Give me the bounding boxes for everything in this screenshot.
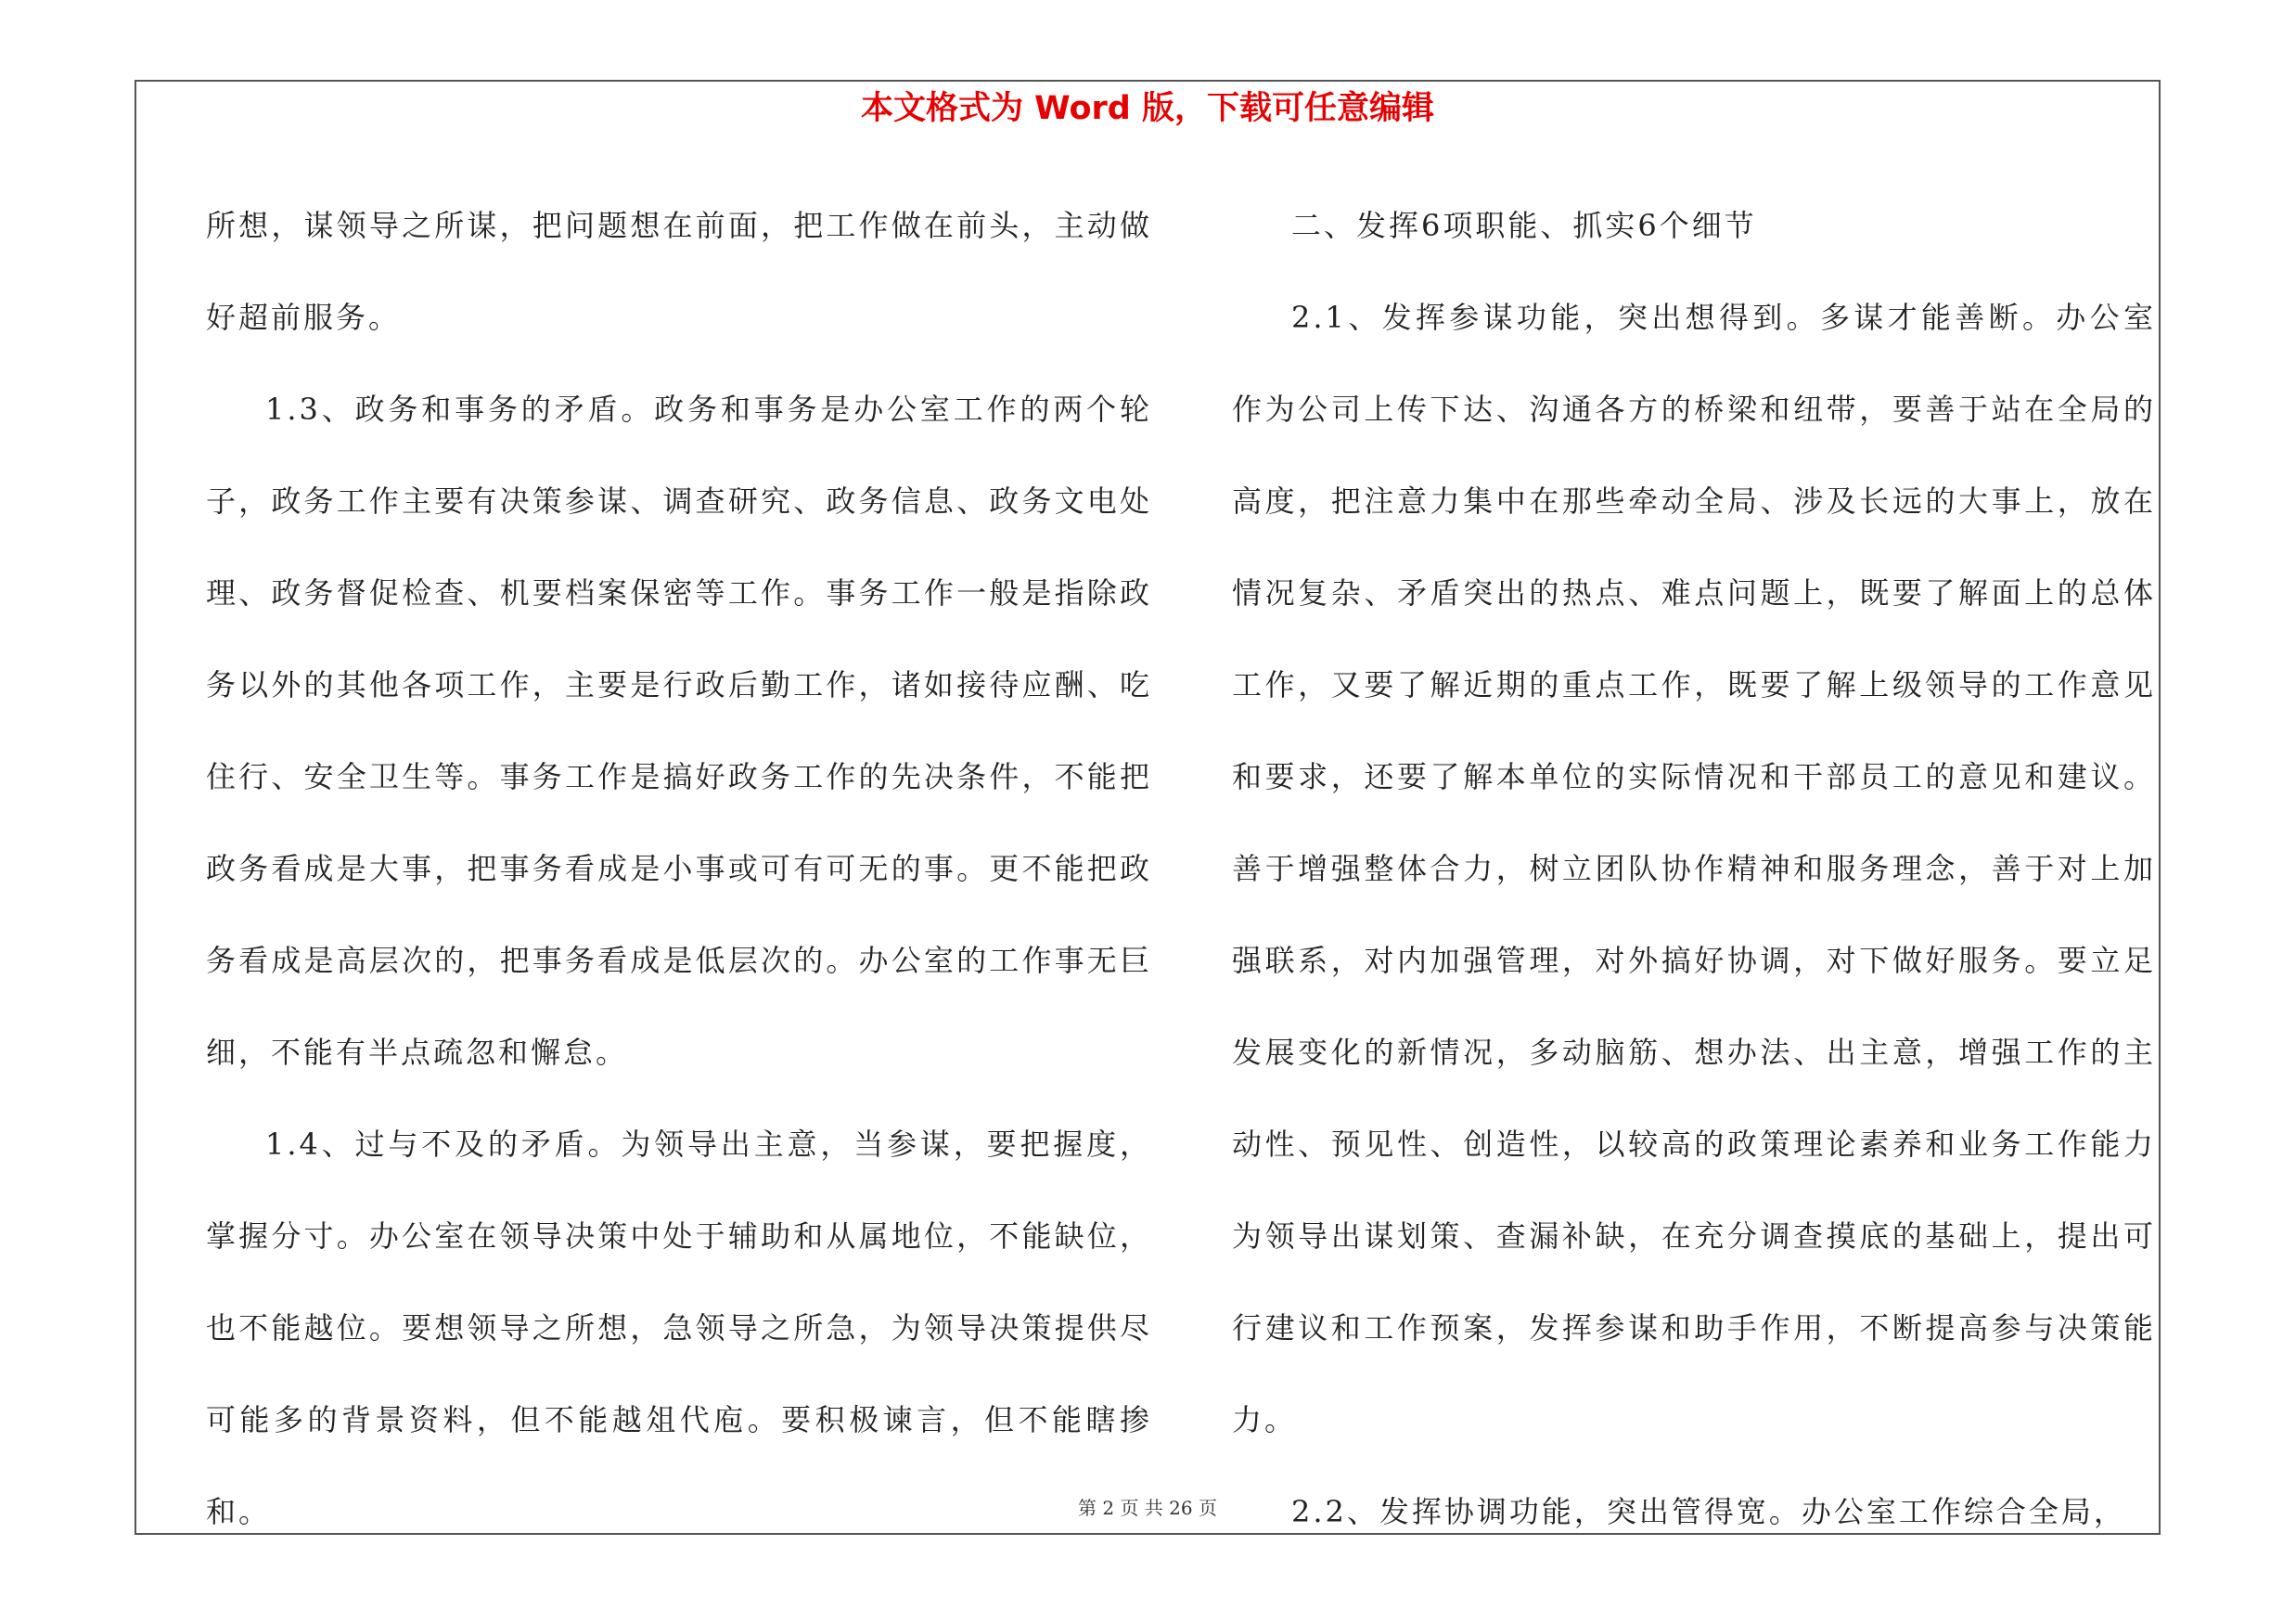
paragraph-1-4: 1.4、过与不及的矛盾。为领导出主意，当参谋，要把握度，掌握分寸。办公室在领导决策中处于辅助和从属地位，不能缺位，也不能越位。要想领导之所想，急领导之所急，为领导决策提供尽可能多的背景资料，但不能越俎代庖。要积极谏言，但不能瞎掺和。	[206, 1127, 1152, 1529]
paragraph-1-3: 1.3、政务和事务的矛盾。政务和事务是办公室工作的两个轮子，政务工作主要有决策参谋、调查研究、政务信息、政务文电处理、政务督促检查、机要档案保密等工作。事务工作一般是指除政务以外的其他各项工作，主要是行政后勤工作，诸如接待应酬、吃住行、安全卫生等。事务工作是搞好政务工作的先决条件，不能把政务看成是大事，把事务看成是小事或可有可无的事。更不能把政务看成是高层次的，把事务看成是低层次的。办公室的工作事无巨细，不能有半点疏忽和懈怠。	[206, 392, 1152, 1070]
paragraph-2-2: 2.2、发挥协调功能，突出管得宽。办公室工作综合全局，	[1291, 1494, 2126, 1529]
right-column	[1232, 180, 2156, 1558]
section-heading: 二、发挥6项职能、抓实6个细节	[1291, 208, 1757, 243]
paragraph-continuation: 所想，谋领导之所谋，把问题想在前面，把工作做在前头，主动做好超前服务。	[206, 208, 1152, 335]
left-column	[206, 180, 1152, 1558]
paragraph-2-1: 2.1、发挥参谋功能，突出想得到。多谋才能善断。办公室作为公司上传下达、沟通各方的桥梁和纽带，要善于站在全局的高度，把注意力集中在那些牵动全局、涉及长远的大事上，放在情况复杂、矛盾突出的热点、难点问题上，既要了解面上的总体工作，又要了解近期的重点工作，既要了解上级领导的工作意见和要求，还要了解本单位的实际情况和干部员工的意见和建议。善于增强整体合力，树立团队协作精神和服务理念，善于对上加强联系，对内加强管理，对外搞好协调，对下做好服务。要立足发展变化的新情况，多动脑筋、想办法、出主意，增强工作的主动性、预见性、创造性，以较高的政策理论素养和业务工作能力为领导出谋划策、查漏补缺，在充分调查摸底的基础上，提出可行建议和工作预案，发挥参谋和助手作用，不断提高参与决策能力。	[1232, 300, 2156, 1437]
format-banner: 本文格式为 Word 版，下载可任意编辑	[860, 90, 1435, 127]
page-number: 第 2 页 共 26 页	[1078, 1497, 1217, 1519]
